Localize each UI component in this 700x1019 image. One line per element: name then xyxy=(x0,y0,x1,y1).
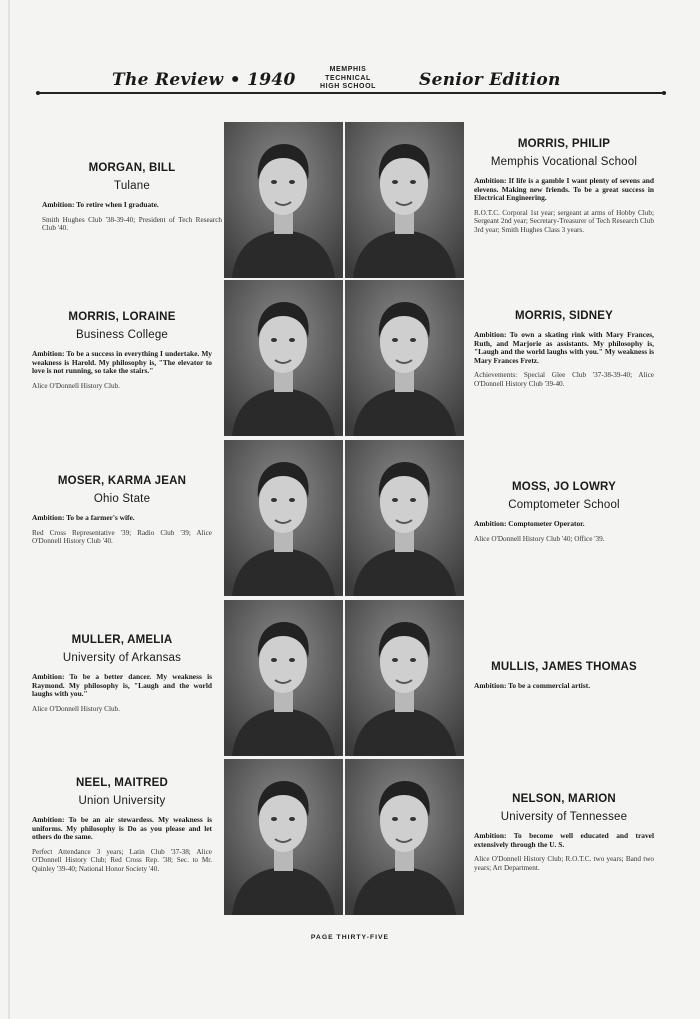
senior-name: MULLIS, JAMES THOMAS xyxy=(491,661,637,673)
senior-activities: Red Cross Representative '39; Radio Club '39; Alice O'Donnell History Club '40. xyxy=(32,528,212,545)
header-title-left: The Review • 1940 xyxy=(112,70,296,90)
senior-activities: Achievements: Special Glee Club '37-38-39-40; Alice O'Donnell History Club '39-40. xyxy=(474,371,654,388)
senior-name: NELSON, MARION xyxy=(512,793,616,805)
senior-ambition: Ambition: To be an air stewardess. My weakness is uniforms. My philosophy is Do as you please and let others do the same. xyxy=(32,815,212,842)
senior-school: Union University xyxy=(78,795,166,807)
senior-name: MOSS, JO LOWRY xyxy=(512,481,616,493)
senior-ambition: Ambition: To retire when I graduate. xyxy=(42,200,159,209)
portrait-photo xyxy=(345,600,464,756)
senior-ambition: Ambition: Comptometer Operator. xyxy=(474,519,585,528)
senior-ambition: Ambition: If life is a gamble I want plenty of sevens and elevens. Making new friends. To be a great success in Electrical Engineering. xyxy=(474,176,654,203)
senior-school: Tulane xyxy=(114,180,150,192)
senior-activities: Alice O'Donnell History Club '40; Office '39. xyxy=(474,534,605,543)
senior-entry-morris-loraine xyxy=(32,311,212,390)
portrait-photo xyxy=(224,122,343,278)
senior-entry-moss xyxy=(474,481,654,543)
senior-name: MOSER, KARMA JEAN xyxy=(57,475,187,487)
senior-entry-morgan xyxy=(42,162,222,232)
portrait-photo xyxy=(345,759,464,915)
senior-entry-nelson xyxy=(474,793,654,872)
senior-name: MORGAN, BILL xyxy=(88,162,176,174)
senior-ambition: Ambition: To be a farmer's wife. xyxy=(32,513,135,522)
senior-ambition: Ambition: To be a success in everything I undertake. My weakness is Harold. My philosophy is, "The elevator to love is not running, so take the stairs." xyxy=(32,349,212,376)
senior-name: MULLER, AMELIA xyxy=(71,634,173,646)
senior-activities: Smith Hughes Club '38-39-40; President of Tech Research Club '40. xyxy=(42,215,222,232)
senior-school: University of Arkansas xyxy=(62,652,182,664)
page-header xyxy=(36,62,666,98)
header-title-right: Senior Edition xyxy=(419,70,561,90)
senior-school: Memphis Vocational School xyxy=(490,156,638,168)
page-crease xyxy=(8,0,10,1019)
portrait-photo xyxy=(224,759,343,915)
page-number: PAGE THIRTY-FIVE xyxy=(310,934,390,941)
portrait-photo xyxy=(224,600,343,756)
portrait-photo xyxy=(345,440,464,596)
senior-school: Ohio State xyxy=(93,493,151,505)
portrait-photo xyxy=(345,122,464,278)
senior-name: NEEL, MAITRED xyxy=(75,777,169,789)
senior-activities: Alice O'Donnell History Club; R.O.T.C. two years; Band two years; Art Department. xyxy=(474,855,654,872)
senior-entry-mullis xyxy=(474,661,654,691)
senior-activities: Alice O'Donnell History Club. xyxy=(32,704,120,713)
senior-activities: R.O.T.C. Corporal 1st year; sergeant at arms of Hobby Club; Sergeant 2nd year; Secretary-Treasurer of Tech Research Club 3rd year; Smith Hughes Class 3 years. xyxy=(474,208,654,234)
portrait-photo xyxy=(224,280,343,436)
portrait-photo xyxy=(345,280,464,436)
senior-name: MORRIS, SIDNEY xyxy=(514,310,613,322)
senior-school: Comptometer School xyxy=(508,499,620,511)
senior-activities: Alice O'Donnell History Club. xyxy=(32,381,120,390)
senior-ambition: Ambition: To become well educated and travel extensively through the U. S. xyxy=(474,831,654,849)
senior-entry-morris-sidney xyxy=(474,310,654,388)
senior-school: University of Tennessee xyxy=(500,811,628,823)
senior-entry-morris-philip xyxy=(474,138,654,234)
header-school-line: MEMPHIS xyxy=(329,66,367,73)
senior-entry-moser xyxy=(32,475,212,545)
header-school-name xyxy=(313,66,383,92)
senior-name: MORRIS, PHILIP xyxy=(517,138,611,150)
senior-ambition: Ambition: To own a skating rink with Mary Frances, Ruth, and Marjorie as assistants. My philosophy is, "Laugh and the world laughs with you." My weakness is Mary Frances Fretz. xyxy=(474,330,654,365)
senior-school: Business College xyxy=(75,329,169,341)
header-school-line: HIGH SCHOOL xyxy=(320,83,376,90)
senior-entry-neel xyxy=(32,777,212,873)
senior-activities: Perfect Attendance 3 years; Latin Club '37-38; Alice O'Donnell History Club; Red Cross Rep. '38; Sec. to Mr. Quinley '39-40; National Honor Society '40. xyxy=(32,847,212,873)
senior-name: MORRIS, LORAINE xyxy=(68,311,176,323)
header-rule xyxy=(36,92,666,94)
senior-ambition: Ambition: To be a commercial artist. xyxy=(474,681,591,690)
header-school-line: TECHNICAL xyxy=(325,74,371,82)
senior-ambition: Ambition: To be a better dancer. My weakness is Raymond. My philosophy is, "Laugh and the world laughs with you." xyxy=(32,672,212,699)
senior-entry-muller xyxy=(32,634,212,713)
portrait-photo xyxy=(224,440,343,596)
